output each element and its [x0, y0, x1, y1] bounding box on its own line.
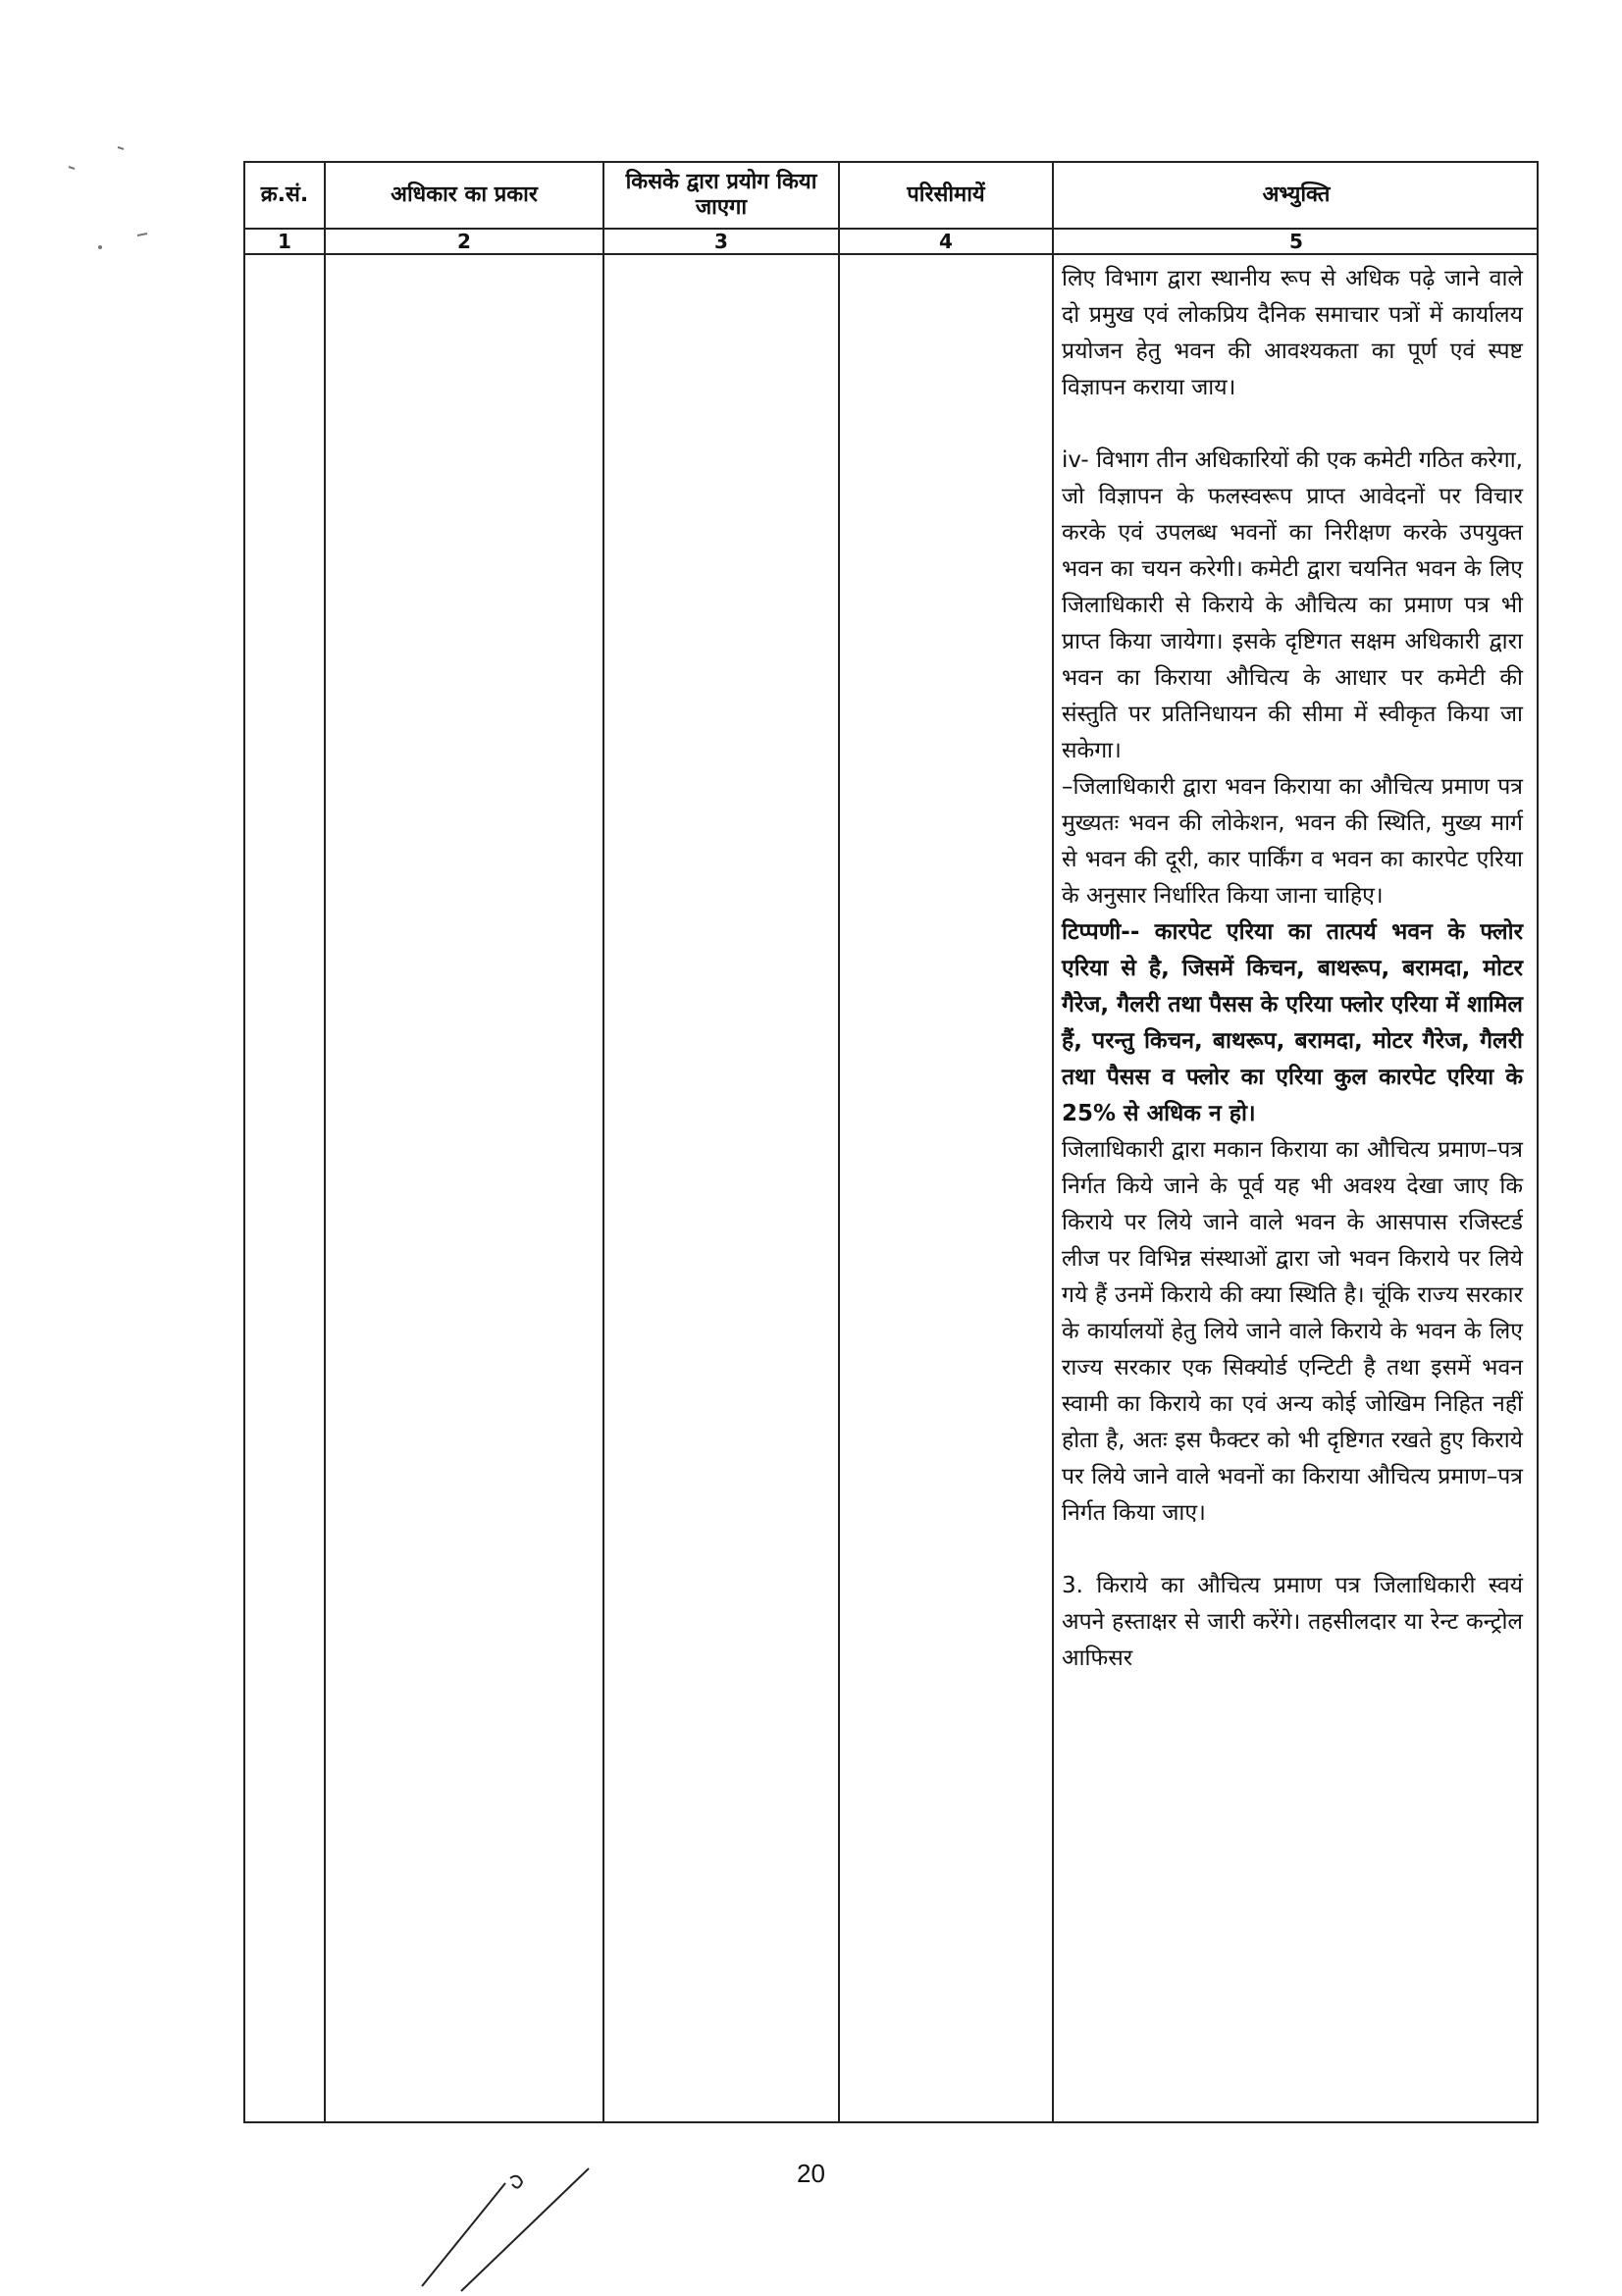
- column-number: 4: [939, 230, 953, 253]
- header-serial: क्र.सं.: [260, 182, 309, 207]
- header-remarks: अभ्युक्ति: [1262, 182, 1331, 207]
- number-row-divider: [245, 253, 1537, 255]
- paragraph-gap: [1062, 1532, 1523, 1568]
- column-divider: [838, 163, 840, 2121]
- remarks-paragraph: लिए विभाग द्वारा स्थानीय रूप से अधिक पढ़े जाने वाले दो प्रमुख एवं लोकप्रिय दैनिक समाचार पत्रों में कार्यालय प्रयोजन हेतु भवन की आवश्यकता का पूर्ण एवं स्पष्ट विज्ञापन कराया जाय।: [1062, 266, 1523, 400]
- column-number: 5: [1289, 230, 1303, 253]
- column-divider: [602, 163, 604, 2121]
- scan-mark: [39, 137, 157, 275]
- page-number: 20: [797, 2159, 825, 2188]
- column-divider: [324, 163, 326, 2121]
- column-number: 2: [457, 230, 471, 253]
- note-paragraph: टिप्पणी-- कारपेट एरिया का तात्पर्य भवन के फ्लोर एरिया से है, जिसमें किचन, बाथरूप, बरामदा, मोटर गैरेज, गैलरी तथा पैसस के एरिया फ्लोर एरिया में शामिल हैं, परन्तु किचन, बाथरूप, बरामदा, मोटर गैरेज, गैलरी तथा पैसस व फ्लोर का एरिया कुल कारपेट एरिया के 25% से अधिक न हो।: [1062, 919, 1523, 1126]
- header-authority-type: अधिकार का प्रकार: [391, 182, 538, 207]
- remarks-paragraph: 3. किराये का औचित्य प्रमाण पत्र जिलाधिकारी स्वयं अपने हस्ताक्षर से जारी करेंगे। तहसीलदार या रेन्ट कन्ट्रोल आफिसर: [1062, 1573, 1523, 1671]
- header-limits: परिसीमायें: [907, 182, 985, 207]
- delegation-table: [243, 161, 1539, 2123]
- remarks-cell: [1062, 261, 1523, 1677]
- remarks-paragraph: जिलाधिकारी द्वारा मकान किराया का औचित्य प्रमाण–पत्र निर्गत किये जाने के पूर्व यह भी अवश्य देखा जाए कि किराये पर लिये जाने वाले भवन के आसपास रजिस्टर्ड लीज पर विभिन्न संस्थाओं द्वारा जो भवन किराये पर लिये गये हैं उनमें किराये की क्या स्थिति है। चूंकि राज्य सरकार के कार्यालयों हेतु लिये जाने वाले किराये के भवन के लिए राज्य सरकार एक सिक्योर्ड एन्टिटी है तथा इसमें भवन स्वामी का किराये का एवं अन्य कोई जोखिम निहित नहीं होता है, अतः इस फैक्टर को भी दृष्टिगत रखते हुए किराये पर लिये जाने वाले भवनों का किराया औचित्य प्रमाण–पत्र निर्गत किया जाए।: [1062, 1137, 1523, 1526]
- column-divider: [1052, 163, 1054, 2121]
- paragraph-gap: [1062, 406, 1523, 443]
- column-number: 3: [714, 230, 728, 253]
- remarks-paragraph: iv- विभाग तीन अधिकारियों की एक कमेटी गठित करेगा, जो विज्ञापन के फलस्वरूप प्राप्त आवेदनों पर विचार करके एवं उपलब्ध भवनों का निरीक्षण करके उपयुक्त भवन का चयन करेगी। कमेटी द्वारा चयनित भवन के लिए जिलाधिकारी से किराये के औचित्य का प्रमाण पत्र भी प्राप्त किया जायेगा। इसके दृष्टिगत सक्षम अधिकारी द्वारा भवन का किराया औचित्य के आधार पर कमेटी की संस्तुति पर प्रतिनिधायन की सीमा में स्वीकृत किया जा सकेगा।: [1062, 447, 1523, 763]
- column-number: 1: [278, 230, 291, 253]
- header-used-by: किसके द्वारा प्रयोग किया जाएगा: [625, 169, 817, 220]
- remarks-paragraph: –जिलाधिकारी द्वारा भवन किराया का औचित्य प्रमाण पत्र मुख्यतः भवन की लोकेशन, भवन की स्थिति, मुख्य मार्ग से भवन की दूरी, कार पार्किंग व भवन का कारपेट एरिया के अनुसार निर्धारित किया जाना चाहिए।: [1062, 774, 1523, 909]
